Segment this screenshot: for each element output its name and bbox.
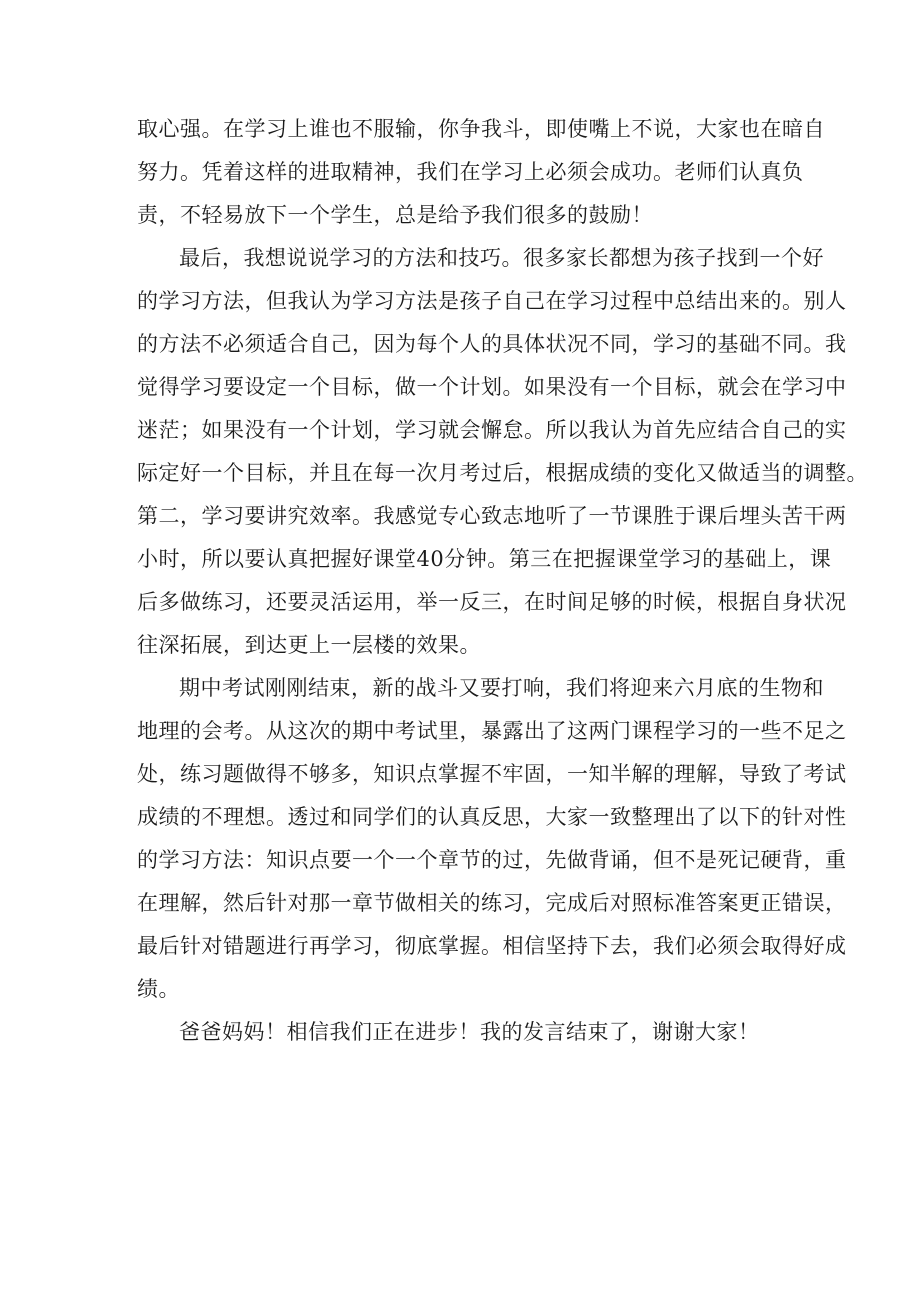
text-line: 的学习方法：知识点要一个一个章节的过，先做背诵，但不是死记硬背，重 bbox=[137, 848, 847, 872]
text-line: 后多做练习，还要灵活运用，举一反三，在时间足够的时候，根据自身状况 bbox=[137, 590, 847, 614]
text-line: 的学习方法，但我认为学习方法是孩子自己在学习过程中总结出来的。别人 bbox=[137, 289, 847, 313]
text-line: 地理的会考。从这次的期中考试里，暴露出了这两门课程学习的一些不足之 bbox=[137, 719, 847, 743]
text-line: 最后，我想说说学习的方法和技巧。很多家长都想为孩子找到一个好 bbox=[179, 246, 824, 270]
text-line: 的方法不必须适合自己，因为每个人的具体状况不同，学习的基础不同。我 bbox=[137, 332, 847, 356]
text-line: 责，不轻易放下一个学生，总是给予我们很多的鼓励！ bbox=[137, 203, 653, 227]
text-line: 在理解，然后针对那一章节做相关的练习，完成后对照标准答案更正错误， bbox=[137, 891, 847, 915]
text-line: 最后针对错题进行再学习，彻底掌握。相信坚持下去，我们必须会取得好成 bbox=[137, 934, 847, 958]
text-line: 际定好一个目标，并且在每一次月考过后，根据成绩的变化又做适当的调整。 bbox=[137, 461, 868, 485]
text-line: 取心强。在学习上谁也不服输，你争我斗，即使嘴上不说，大家也在暗自 bbox=[137, 117, 825, 141]
paragraph-4 bbox=[137, 1011, 797, 1054]
text-line: 爸爸妈妈！相信我们正在进步！我的发言结束了，谢谢大家！ bbox=[179, 1020, 760, 1044]
text-line: 小时，所以要认真把握好课堂40分钟。第三在把握课堂学习的基础上，课 bbox=[137, 547, 832, 571]
text-line: 第二，学习要讲究效率。我感觉专心致志地听了一节课胜于课后埋头苦干两 bbox=[137, 504, 847, 528]
paragraph-3 bbox=[137, 667, 847, 1011]
text-line: 成绩的不理想。透过和同学们的认真反思，大家一致整理出了以下的针对性 bbox=[137, 805, 847, 829]
text-line: 期中考试刚刚结束，新的战斗又要打响，我们将迎来六月底的生物和 bbox=[179, 676, 824, 700]
paragraph-1 bbox=[137, 108, 825, 237]
text-line: 往深拓展，到达更上一层楼的效果。 bbox=[137, 633, 481, 657]
text-line: 觉得学习要设定一个目标，做一个计划。如果没有一个目标，就会在学习中 bbox=[137, 375, 847, 399]
document-body bbox=[137, 108, 868, 1054]
paragraph-2 bbox=[137, 237, 868, 667]
text-line: 迷茫；如果没有一个计划，学习就会懈怠。所以我认为首先应结合自己的实 bbox=[137, 418, 847, 442]
text-line: 处，练习题做得不够多，知识点掌握不牢固，一知半解的理解，导致了考试 bbox=[137, 762, 847, 786]
text-line: 努力。凭着这样的进取精神，我们在学习上必须会成功。老师们认真负 bbox=[137, 160, 804, 184]
text-line: 绩。 bbox=[137, 977, 180, 1001]
